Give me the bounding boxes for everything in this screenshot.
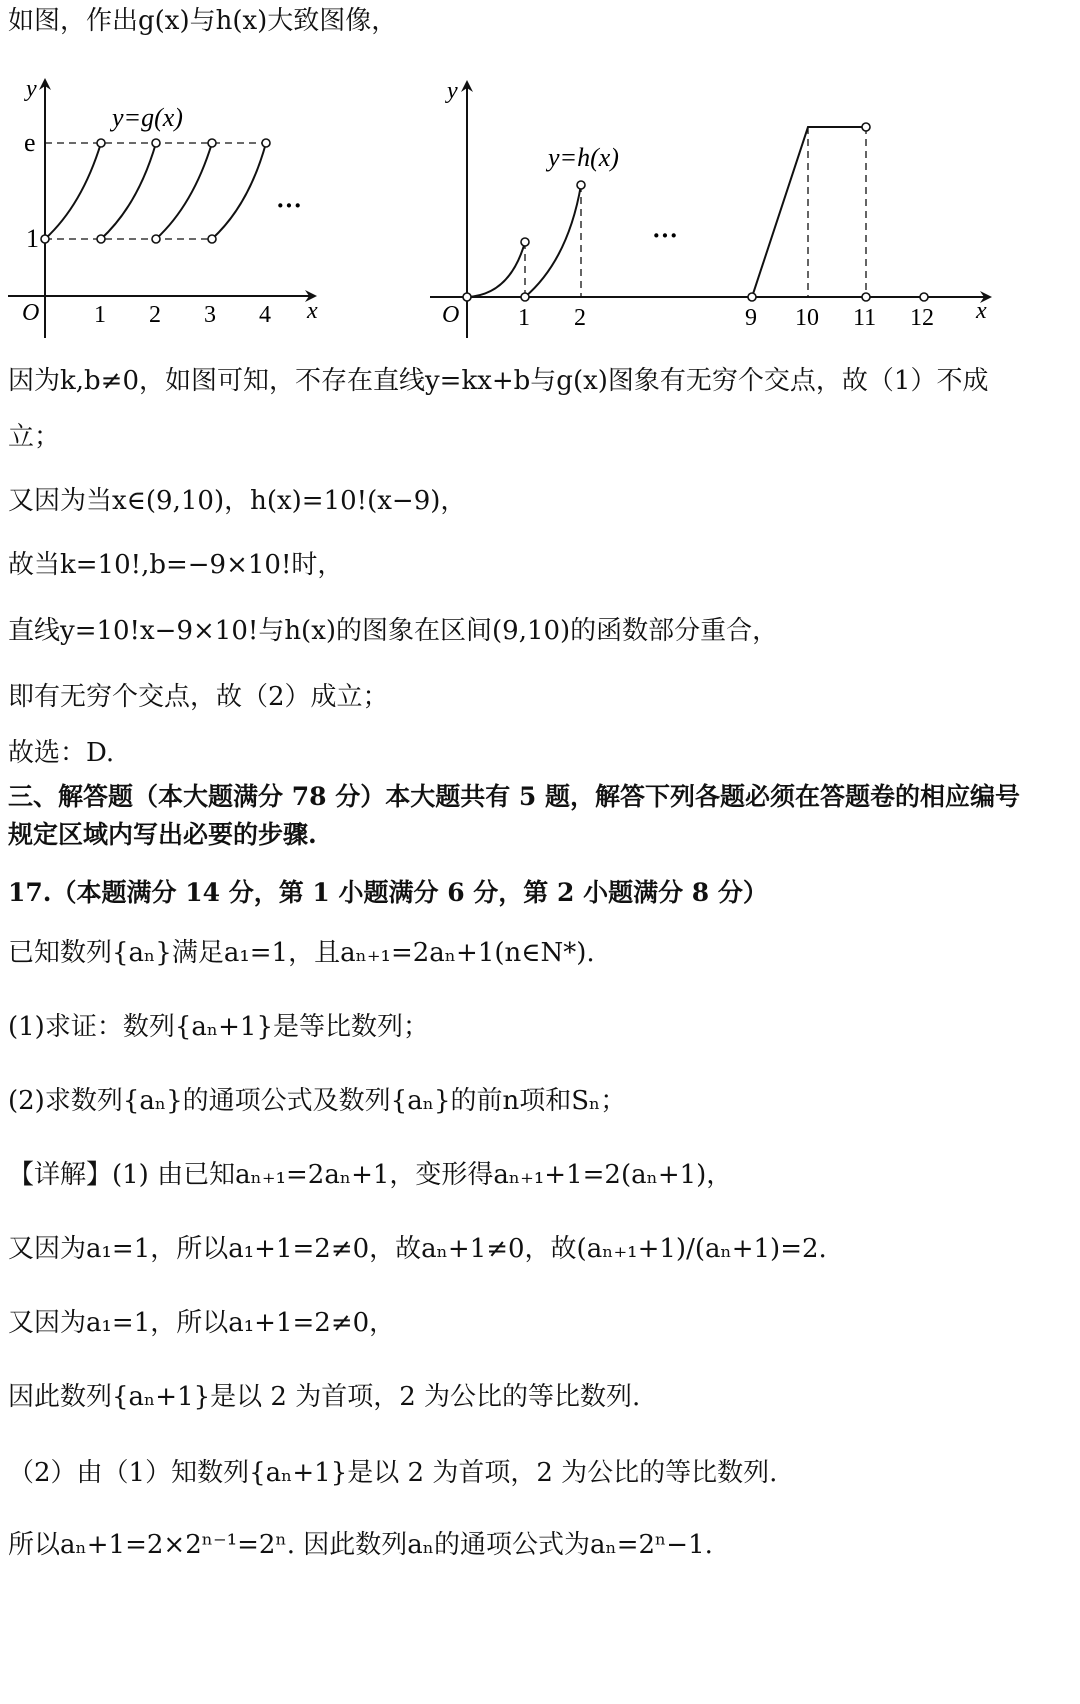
- analysis-line-4: 故当k=10!,b=−9×10!时，: [8, 550, 344, 580]
- g-origin: O: [22, 300, 40, 326]
- solution-line-2: 又因为a₁=1，所以a₁+1=2≠0，故aₙ+1≠0，故(aₙ₊₁+1)/(aₙ+1)=2.: [8, 1234, 827, 1264]
- solution-line-6: 所以aₙ+1=2×2ⁿ⁻¹=2ⁿ. 因此数列aₙ的通项公式为aₙ=2ⁿ−1.: [8, 1530, 713, 1560]
- problem-17-given: 已知数列{aₙ}满足a₁=1，且aₙ₊₁=2aₙ+1(n∈N*).: [8, 938, 595, 968]
- g-open-points: [41, 139, 270, 243]
- h-origin: O: [442, 302, 460, 328]
- g-y-label: y: [26, 76, 37, 102]
- g-xtick-4: 4: [259, 302, 271, 328]
- solution-line-5: （2）由（1）知数列{aₙ+1}是以 2 为首项，2 为公比的等比数列.: [8, 1458, 778, 1488]
- h-ellipsis: ···: [652, 221, 679, 250]
- analysis-line-3: 又因为当x∈(9,10)，h(x)=10!(x−9)，: [8, 486, 467, 516]
- h-y-label: y: [447, 78, 458, 104]
- section-3-line-2: 规定区域内写出必要的步骤.: [8, 820, 317, 849]
- solution-line-3: 又因为a₁=1，所以a₁+1=2≠0，: [8, 1308, 396, 1338]
- g-ellipsis: ···: [276, 191, 303, 220]
- h-open-points: [463, 123, 928, 301]
- h-xtick-1: 1: [518, 305, 530, 331]
- problem-17-header: 17.（本题满分 14 分，第 1 小题满分 6 分，第 2 小题满分 8 分）: [8, 878, 768, 907]
- g-xtick-1: 1: [94, 302, 106, 328]
- h-xtick-12: 12: [910, 305, 934, 331]
- g-xtick-3: 3: [204, 302, 216, 328]
- analysis-line-1: 因为k,b≠0，如图可知，不存在直线y=kx+b与g(x)图象有无穷个交点，故（1）不成: [8, 366, 989, 396]
- h-x-label: x: [976, 298, 987, 324]
- g-curves: [45, 143, 266, 239]
- problem-17-q2: (2)求数列{aₙ}的通项公式及数列{aₙ}的前n项和Sₙ；: [8, 1086, 627, 1116]
- h-xtick-10: 10: [795, 305, 819, 331]
- analysis-line-6: 即有无穷个交点，故（2）成立；: [8, 682, 389, 712]
- g-curve-label: y=g(x): [112, 103, 183, 132]
- section-3-line-1: 三、解答题（本大题满分 78 分）本大题共有 5 题，解答下列各题必须在答题卷的相应编号: [8, 782, 1021, 811]
- analysis-line-2: 立；: [8, 422, 61, 452]
- analysis-line-5: 直线y=10!x−9×10!与h(x)的图象在区间(9,10)的函数部分重合，: [8, 616, 779, 646]
- h-curves: [467, 127, 924, 297]
- h-curve-label: y=h(x): [548, 143, 619, 172]
- graph-h: [420, 70, 1080, 360]
- problem-17-q1: (1)求证：数列{aₙ+1}是等比数列；: [8, 1012, 429, 1042]
- h-xtick-9: 9: [745, 305, 757, 331]
- h-xtick-11: 11: [853, 305, 877, 331]
- solution-line-1: 【详解】(1) 由已知aₙ₊₁=2aₙ+1，变形得aₙ₊₁+1=2(aₙ+1)，: [8, 1160, 733, 1190]
- solution-line-4: 因此数列{aₙ+1}是以 2 为首项，2 为公比的等比数列.: [8, 1382, 641, 1412]
- g-xtick-2: 2: [149, 302, 161, 328]
- intro-line: 如图，作出g(x)与h(x)大致图像，: [8, 6, 398, 36]
- h-xtick-2: 2: [574, 305, 586, 331]
- analysis-line-7: 故选：D.: [8, 738, 115, 768]
- graph-g: [0, 70, 340, 360]
- g-tick-1: 1: [26, 224, 39, 253]
- g-tick-e: e: [24, 128, 36, 157]
- g-x-label: x: [307, 298, 318, 324]
